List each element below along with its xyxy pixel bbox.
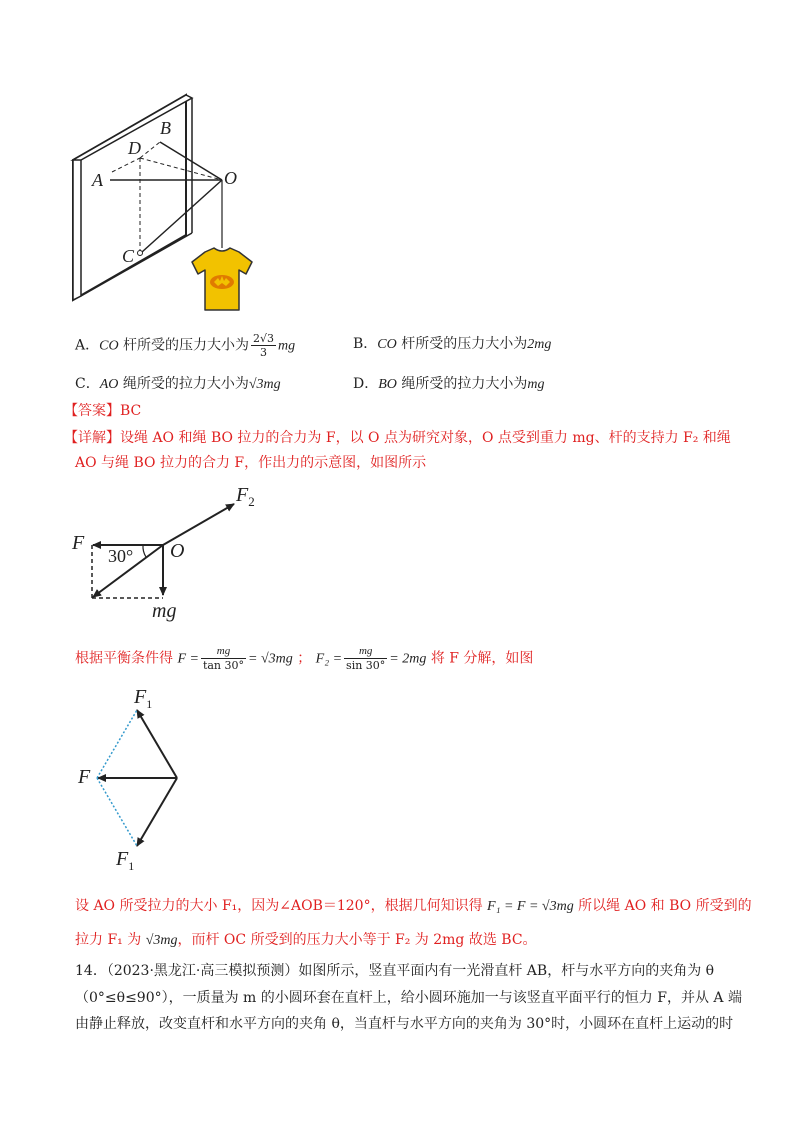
question14-line3: 由静止释放，改变直杆和水平方向的夹角 θ，当直杆与水平方向的夹角为 30°时，小圆环在直杆上运动的时 bbox=[75, 1016, 734, 1032]
label-D: D bbox=[128, 138, 141, 158]
question14-line2: （0°≤θ≤90°），一质量为 m 的小圆环套在直杆上，给小圆环施加一与该竖直平面平行的恒力 F，并从 A 端 bbox=[75, 990, 742, 1006]
option-d: D．BO 绳所受的拉力大小为mg bbox=[353, 376, 545, 392]
label-C: C bbox=[122, 246, 135, 266]
label-mg: mg bbox=[152, 600, 177, 622]
label-F1-bottom: $F_1$ bbox=[116, 848, 135, 873]
label-F2: $F_2$ bbox=[236, 484, 255, 509]
option-a: A．CO 杆所受的压力大小为 $\frac{2√3}{3}$ mg bbox=[75, 332, 296, 359]
label-O: O bbox=[224, 168, 237, 188]
label-F1-top: $F_1$ bbox=[134, 686, 153, 711]
label-B: B bbox=[160, 118, 171, 138]
analysis-line1: 【详解】设绳 AO 和绳 BO 拉力的合力为 F，以 O 点为研究对象，O 点受到重力 mg、杆的支持力 F₂ 和绳 bbox=[64, 430, 731, 446]
label-O-fig2: O bbox=[170, 540, 185, 562]
conclusion-line2: 拉力 F₁ 为 √3mg，而杆 OC 所受到的压力大小等于 F₂ 为 2mg 故选 BC。 bbox=[75, 932, 537, 948]
analysis-line2: AO 与绳 BO 拉力的合力 F，作出力的示意图，如图所示 bbox=[75, 455, 427, 471]
equilibrium-line: 根据平衡条件得 F = $\frac{mg}{\tan 30^\circ}$ = √3mg ； F₂ = $\frac{mg}{\sin 30^\circ}$ = 2mg 将 F 分解，如图 bbox=[75, 645, 534, 672]
arrow-F1-bottom bbox=[137, 778, 177, 846]
answer-line: 【答案】BC bbox=[64, 403, 142, 419]
arrow-F1-top bbox=[137, 710, 177, 778]
question14-line1: 14．（2023·黑龙江·高三模拟预测）如图所示，竖直平面内有一光滑直杆 AB，杆与水平方向的夹角为 θ bbox=[75, 963, 715, 979]
label-F-fig3: F bbox=[78, 766, 91, 788]
label-F-fig2: F bbox=[72, 532, 85, 554]
conclusion-line1: 设 AO 所受拉力的大小 F₁，因为∠AOB＝120°，根据几何知识得 F₁ = F = √3mg 所以绳 AO 和 BO 所受到的 bbox=[75, 898, 752, 914]
option-c: C．AO 绳所受的拉力大小为√3mg bbox=[75, 376, 281, 392]
dotted-top bbox=[97, 710, 137, 778]
dotted-bottom bbox=[97, 778, 137, 846]
option-b: B．CO 杆所受的压力大小为2mg bbox=[353, 336, 552, 352]
label-angle: 30° bbox=[108, 546, 134, 566]
label-A: A bbox=[92, 170, 103, 190]
